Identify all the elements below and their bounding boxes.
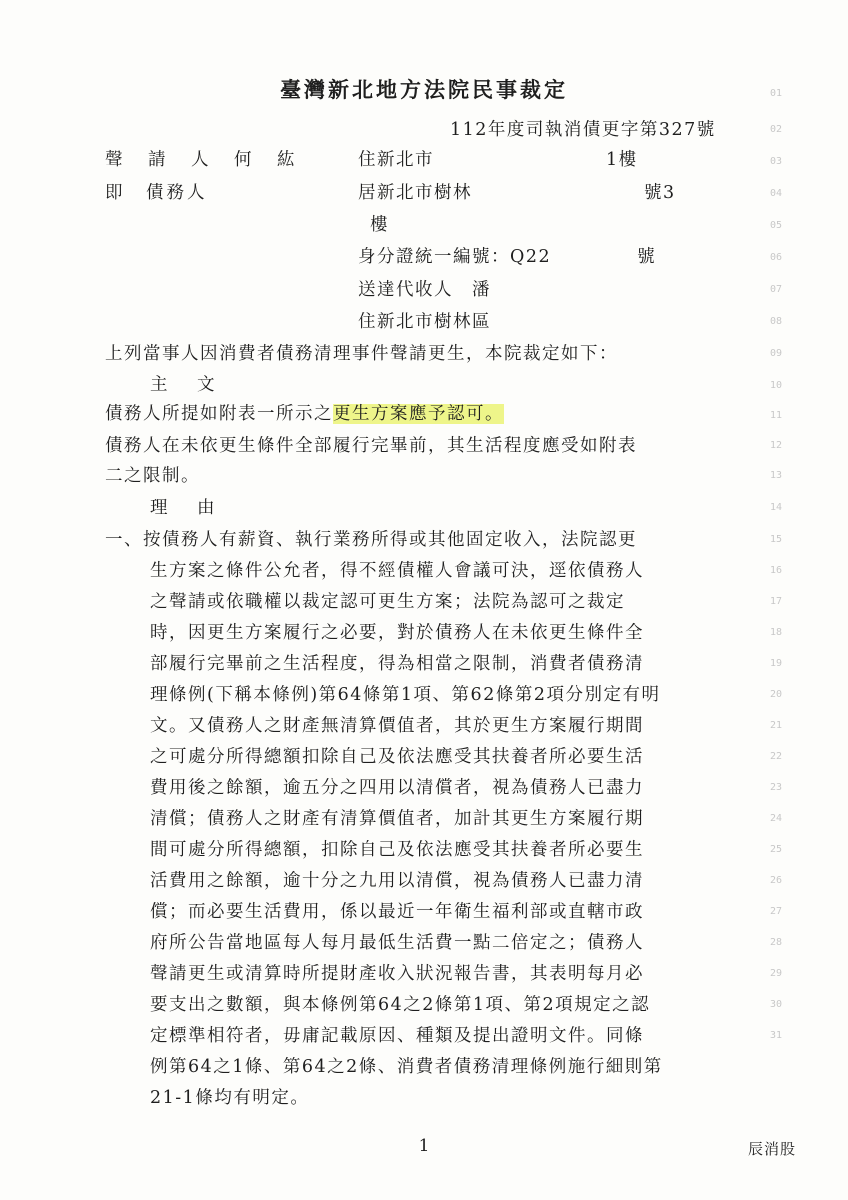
line-number: 14: [770, 502, 783, 513]
reason-heading: 理 由: [150, 498, 221, 518]
line-number: 12: [770, 440, 783, 451]
reason-line: 間可處分所得總額，扣除自己及依法應受其扶養者所必要生: [150, 840, 644, 860]
reason-line: 一、按債務人有薪資、執行業務所得或其他固定收入，法院認更: [105, 530, 637, 550]
service-agent-line: 送達代收人 潘: [358, 280, 491, 300]
intro-line: 上列當事人因消費者債務清理事件聲請更生，本院裁定如下：: [105, 344, 618, 364]
reason-line: 21-1條均有明定。: [150, 1088, 310, 1108]
debtor-label: 即 債務人: [105, 183, 208, 203]
reason-line: 理條例(下稱本條例)第64條第1項、第62條第2項分別定有明: [150, 685, 661, 705]
reason-line: 費用後之餘額，逾五分之四用以清償者，視為債務人已盡力: [150, 778, 644, 798]
applicant-address: [358, 150, 638, 170]
line-number: 29: [770, 968, 783, 979]
line-number: 27: [770, 906, 783, 917]
reason-line: 之可處分所得總額扣除自己及依法應受其扶養者所必要生活: [150, 747, 644, 767]
line-number: 08: [770, 316, 783, 327]
line-number: 26: [770, 875, 783, 886]
line-number: 28: [770, 937, 783, 948]
highlighted-text: 更生方案應予認可。: [333, 404, 504, 424]
line-number: 19: [770, 658, 783, 669]
address-suffix: 1樓: [606, 150, 638, 170]
reason-line: 清償；債務人之財產有清算價值者，加計其更生方案履行期: [150, 809, 644, 829]
debtor-residence: [358, 183, 676, 203]
reason-line: 活費用之餘額，逾十分之九用以清償，視為債務人已盡力清: [150, 871, 644, 891]
id-suffix: 號: [637, 247, 657, 267]
line-number: 24: [770, 813, 783, 824]
line-number: 09: [770, 348, 783, 359]
line-number: 15: [770, 534, 783, 545]
document-title: 臺灣新北地方法院民事裁定: [280, 77, 568, 102]
main-heading: 主 文: [150, 375, 221, 395]
line-number: 01: [770, 88, 783, 99]
line-number: 22: [770, 751, 783, 762]
service-agent-address: 住新北市樹林區: [358, 312, 491, 332]
case-number: 112年度司執消債更字第327號: [450, 120, 716, 140]
reason-line: 生方案之條件公允者，得不經債權人會議可決，逕依債務人: [150, 561, 644, 581]
line-number: 23: [770, 782, 783, 793]
redacted-text: [551, 247, 637, 267]
line-number: 20: [770, 689, 783, 700]
redacted-text: [472, 183, 644, 203]
line-number: 06: [770, 252, 783, 263]
line-number: 11: [770, 410, 783, 421]
id-prefix: 身分證統一編號：Q22: [358, 247, 552, 267]
line-number: 05: [770, 220, 783, 231]
residence-suffix: 號3: [644, 183, 676, 203]
residence-prefix: 居新北市樹林: [358, 183, 472, 203]
line-number: 25: [770, 844, 783, 855]
line-number: 21: [770, 720, 783, 731]
main-line-1-text: 債務人所提如附表一所示之: [105, 404, 333, 424]
reason-line: 要支出之數額，與本條例第64之2條第1項、第2項規定之認: [150, 995, 651, 1015]
main-line-2: 債務人在未依更生條件全部履行完畢前，其生活程度應受如附表: [105, 436, 637, 456]
main-line-1: [105, 404, 504, 424]
address-prefix: 住新北市: [358, 150, 434, 170]
applicant-label: 聲 請 人 何 紘: [105, 150, 299, 170]
reason-line: 府所公告當地區每人每月最低生活費一點二倍定之；債務人: [150, 933, 644, 953]
reason-line: 部履行完畢前之生活程度，得為相當之限制，消費者債務清: [150, 654, 644, 674]
reason-line: 定標準相符者，毋庸記載原因、種類及提出證明文件。同條: [150, 1026, 644, 1046]
line-number: 10: [770, 380, 783, 391]
page-number: 1: [418, 1136, 430, 1156]
line-number: 31: [770, 1030, 783, 1041]
reason-line: 時，因更生方案履行之必要，對於債務人在未依更生條件全: [150, 623, 644, 643]
reason-line: 償；而必要生活費用，係以最近一年衛生福利部或直轄市政: [150, 902, 644, 922]
reason-line: 例第64之1條、第64之2條、消費者債務清理條例施行細則第: [150, 1057, 663, 1077]
line-number: 16: [770, 565, 783, 576]
line-number: 30: [770, 999, 783, 1010]
line-number: 03: [770, 156, 783, 167]
line-number: 13: [770, 470, 783, 481]
line-number: 04: [770, 188, 783, 199]
line-number: 02: [770, 124, 783, 135]
reason-line: 之聲請或依職權以裁定認可更生方案；法院為認可之裁定: [150, 592, 625, 612]
residence-continued: 樓: [370, 215, 389, 235]
redacted-text: [434, 150, 606, 170]
line-number: 17: [770, 596, 783, 607]
line-number: 07: [770, 284, 783, 295]
division-label: 辰消股: [748, 1140, 797, 1158]
reason-line: 文。又債務人之財產無清算價值者，其於更生方案履行期間: [150, 716, 644, 736]
id-number-line: [358, 247, 656, 267]
reason-line: 聲請更生或清算時所提財產收入狀況報告書，其表明每月必: [150, 964, 644, 984]
line-number: 18: [770, 627, 783, 638]
main-line-3: 二之限制。: [105, 466, 200, 486]
